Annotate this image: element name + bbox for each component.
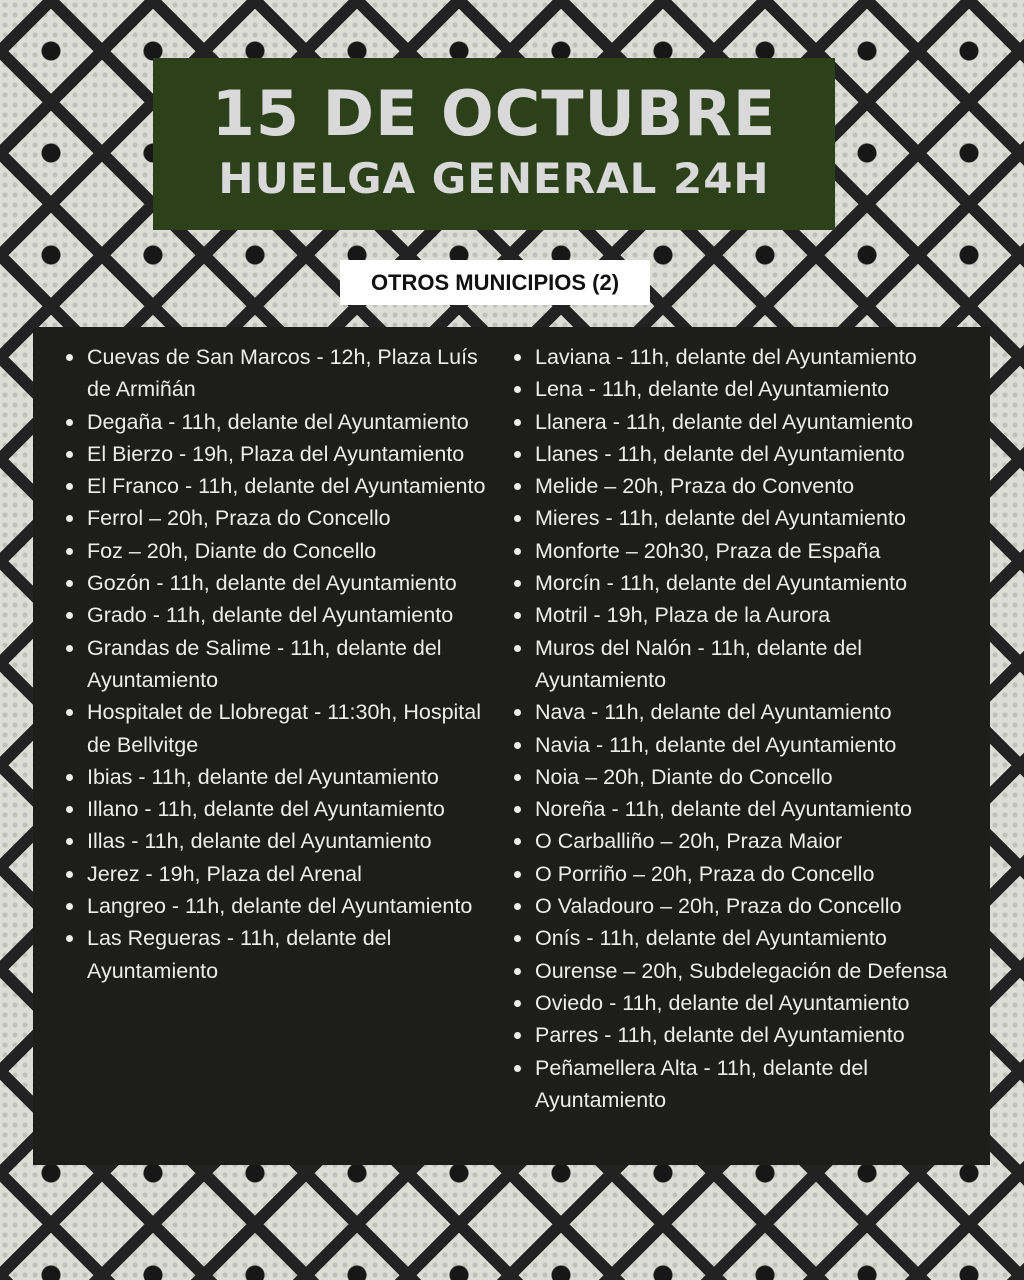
list-item: Ourense – 20h, Subdelegación de Defensa [511,955,986,987]
list-item: Llanera - 11h, delante del Ayuntamiento [511,406,986,438]
list-item: O Porriño – 20h, Praza do Concello [511,858,986,890]
list-item: Muros del Nalón - 11h, delante del Ayuntamiento [511,632,986,697]
title-date: 15 DE OCTUBRE [211,77,777,151]
municipalities-list-right [511,341,986,1116]
list-item: Las Regueras - 11h, delante del Ayuntamiento [63,922,493,987]
list-item: Noreña - 11h, delante del Ayuntamiento [511,793,986,825]
list-item: Motril - 19h, Plaza de la Aurora [511,599,986,631]
list-item: Langreo - 11h, delante del Ayuntamiento [63,890,493,922]
list-item: Illano - 11h, delante del Ayuntamiento [63,793,493,825]
list-item: Mieres - 11h, delante del Ayuntamiento [511,502,986,534]
list-item: El Bierzo - 19h, Plaza del Ayuntamiento [63,438,493,470]
list-item: Oviedo - 11h, delante del Ayuntamiento [511,987,986,1019]
list-item: Parres - 11h, delante del Ayuntamiento [511,1019,986,1051]
list-item: O Carballiño – 20h, Praza Maior [511,825,986,857]
list-item: Foz – 20h, Diante do Concello [63,535,493,567]
list-item: Grado - 11h, delante del Ayuntamiento [63,599,493,631]
municipalities-list-left [63,341,493,987]
list-item: Grandas de Salime - 11h, delante del Ayuntamiento [63,632,493,697]
list-item: Onís - 11h, delante del Ayuntamiento [511,922,986,954]
municipalities-panel [33,327,990,1165]
list-item: Lena - 11h, delante del Ayuntamiento [511,373,986,405]
list-item: Jerez - 19h, Plaza del Arenal [63,858,493,890]
list-item: El Franco - 11h, delante del Ayuntamiento [63,470,493,502]
list-item: Nava - 11h, delante del Ayuntamiento [511,696,986,728]
title-banner [153,58,835,230]
title-strike: HUELGA GENERAL 24H [218,154,770,204]
list-item: Degaña - 11h, delante del Ayuntamiento [63,406,493,438]
list-item: Laviana - 11h, delante del Ayuntamiento [511,341,986,373]
list-item: Noia – 20h, Diante do Concello [511,761,986,793]
subtitle-label: OTROS MUNICIPIOS (2) [340,260,650,305]
list-item: Illas - 11h, delante del Ayuntamiento [63,825,493,857]
list-item: Llanes - 11h, delante del Ayuntamiento [511,438,986,470]
list-item: Ibias - 11h, delante del Ayuntamiento [63,761,493,793]
list-item: Morcín - 11h, delante del Ayuntamiento [511,567,986,599]
list-item: Ferrol – 20h, Praza do Concello [63,502,493,534]
list-item: Gozón - 11h, delante del Ayuntamiento [63,567,493,599]
list-item: Monforte – 20h30, Praza de España [511,535,986,567]
list-item: Hospitalet de Llobregat - 11:30h, Hospital de Bellvitge [63,696,493,761]
list-item: Navia - 11h, delante del Ayuntamiento [511,729,986,761]
list-item: Cuevas de San Marcos - 12h, Plaza Luís de Armiñán [63,341,493,406]
list-item: Peñamellera Alta - 11h, delante del Ayuntamiento [511,1052,986,1117]
list-item: O Valadouro – 20h, Praza do Concello [511,890,986,922]
list-item: Melide – 20h, Praza do Convento [511,470,986,502]
